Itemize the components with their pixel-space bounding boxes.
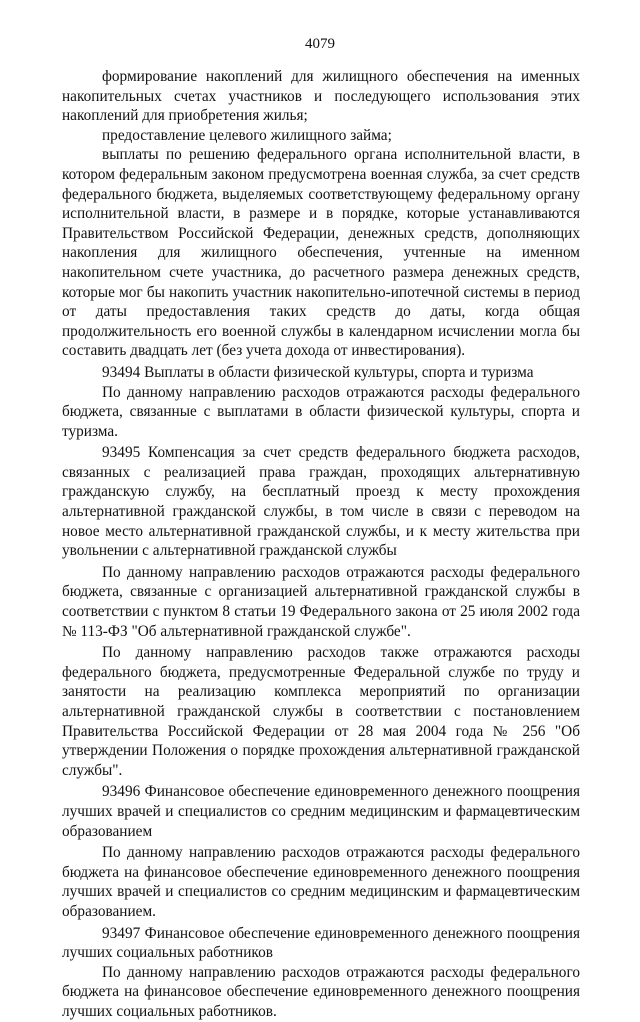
section-heading-93496: 93496 Финансовое обеспечение единовременного денежного поощрения лучших врачей и специалистов со средним медицинским и фармацевтическим образованием bbox=[62, 783, 580, 840]
paragraph-93496-description: По данному направлению расходов отражаются расходы федерального бюджета на финансовое обеспечение единовременного денежного поощрения лучших врачей и специалистов со средним медицинским и фармацевтическим образованием. bbox=[62, 844, 580, 920]
document-body bbox=[62, 67, 580, 1022]
paragraph-93494-description: По данному направлению расходов отражаются расходы федерального бюджета, связанные с выплатами в области физической культуры, спорта и туризма. bbox=[62, 383, 580, 440]
section-heading-93497: 93497 Финансовое обеспечение единовременного денежного поощрения лучших социальных работников bbox=[62, 924, 580, 962]
section-heading-93495: 93495 Компенсация за счет средств федерального бюджета расходов, связанных с реализацией права граждан, проходящих альтернативную гражданскую службу, на бесплатный проезд к месту прохождения альтернативной гражданской службы, в том числе в связи с переводом на новое место альтернативной гражданской службы, и к месту жительства при увольнении с альтернативной гражданской службы bbox=[62, 444, 580, 560]
paragraph-housing-loan: предоставление целевого жилищного займа; bbox=[102, 126, 392, 144]
paragraph-federal-payments: выплаты по решению федерального органа исполнительной власти, в котором федеральным законом предусмотрена военная служба, за счет средств федерального бюджета, выделяемых соответствующему федеральному органу исполнительной власти, в размере и в порядке, которые устанавливаются Правительством Российской Федерации, денежных средств, дополняющих накопления для жилищного обеспечения, учтенные на именном накопительном счете участника, до расчетного размера денежных средств, которые мог бы накопить участник накопительно-ипотечной системы в период от даты предоставления таких средств до даты, когда общая продолжительность его военной службы в календарном исчислении могла бы составить двадцать лет (без учета дохода от инвестирования). bbox=[62, 146, 580, 360]
section-heading-93494: 93494 Выплаты в области физической культуры, спорта и туризма bbox=[102, 363, 534, 381]
paragraph-93495-additional: По данному направлению расходов также отражаются расходы федерального бюджета, предусмотренные Федеральной службе по труду и занятости на реализацию комплекса мероприятий по организации альтернативной гражданской службы в соответствии с постановлением Правительства Российской Федерации от 28 мая 2004 года № 256 "Об утверждении Положения о порядке прохождения альтернативной гражданской службы". bbox=[62, 644, 580, 779]
paragraph-housing-accumulation: формирование накоплений для жилищного обеспечения на именных накопительных счетах участников и последующего использования этих накоплений для приобретения жилья; bbox=[62, 68, 580, 125]
paragraph-93495-description: По данному направлению расходов отражаются расходы федерального бюджета, связанные с организацией альтернативной гражданской службы в соответствии с пунктом 8 статьи 19 Федерального закона от 25 июля 2002 года № 113-ФЗ "Об альтернативной гражданской службе". bbox=[62, 563, 580, 640]
paragraph-93497-description: По данному направлению расходов отражаются расходы федерального бюджета на финансовое обеспечение единовременного денежного поощрения лучших социальных работников. bbox=[62, 963, 580, 1020]
page-number: 4079 bbox=[305, 36, 335, 52]
